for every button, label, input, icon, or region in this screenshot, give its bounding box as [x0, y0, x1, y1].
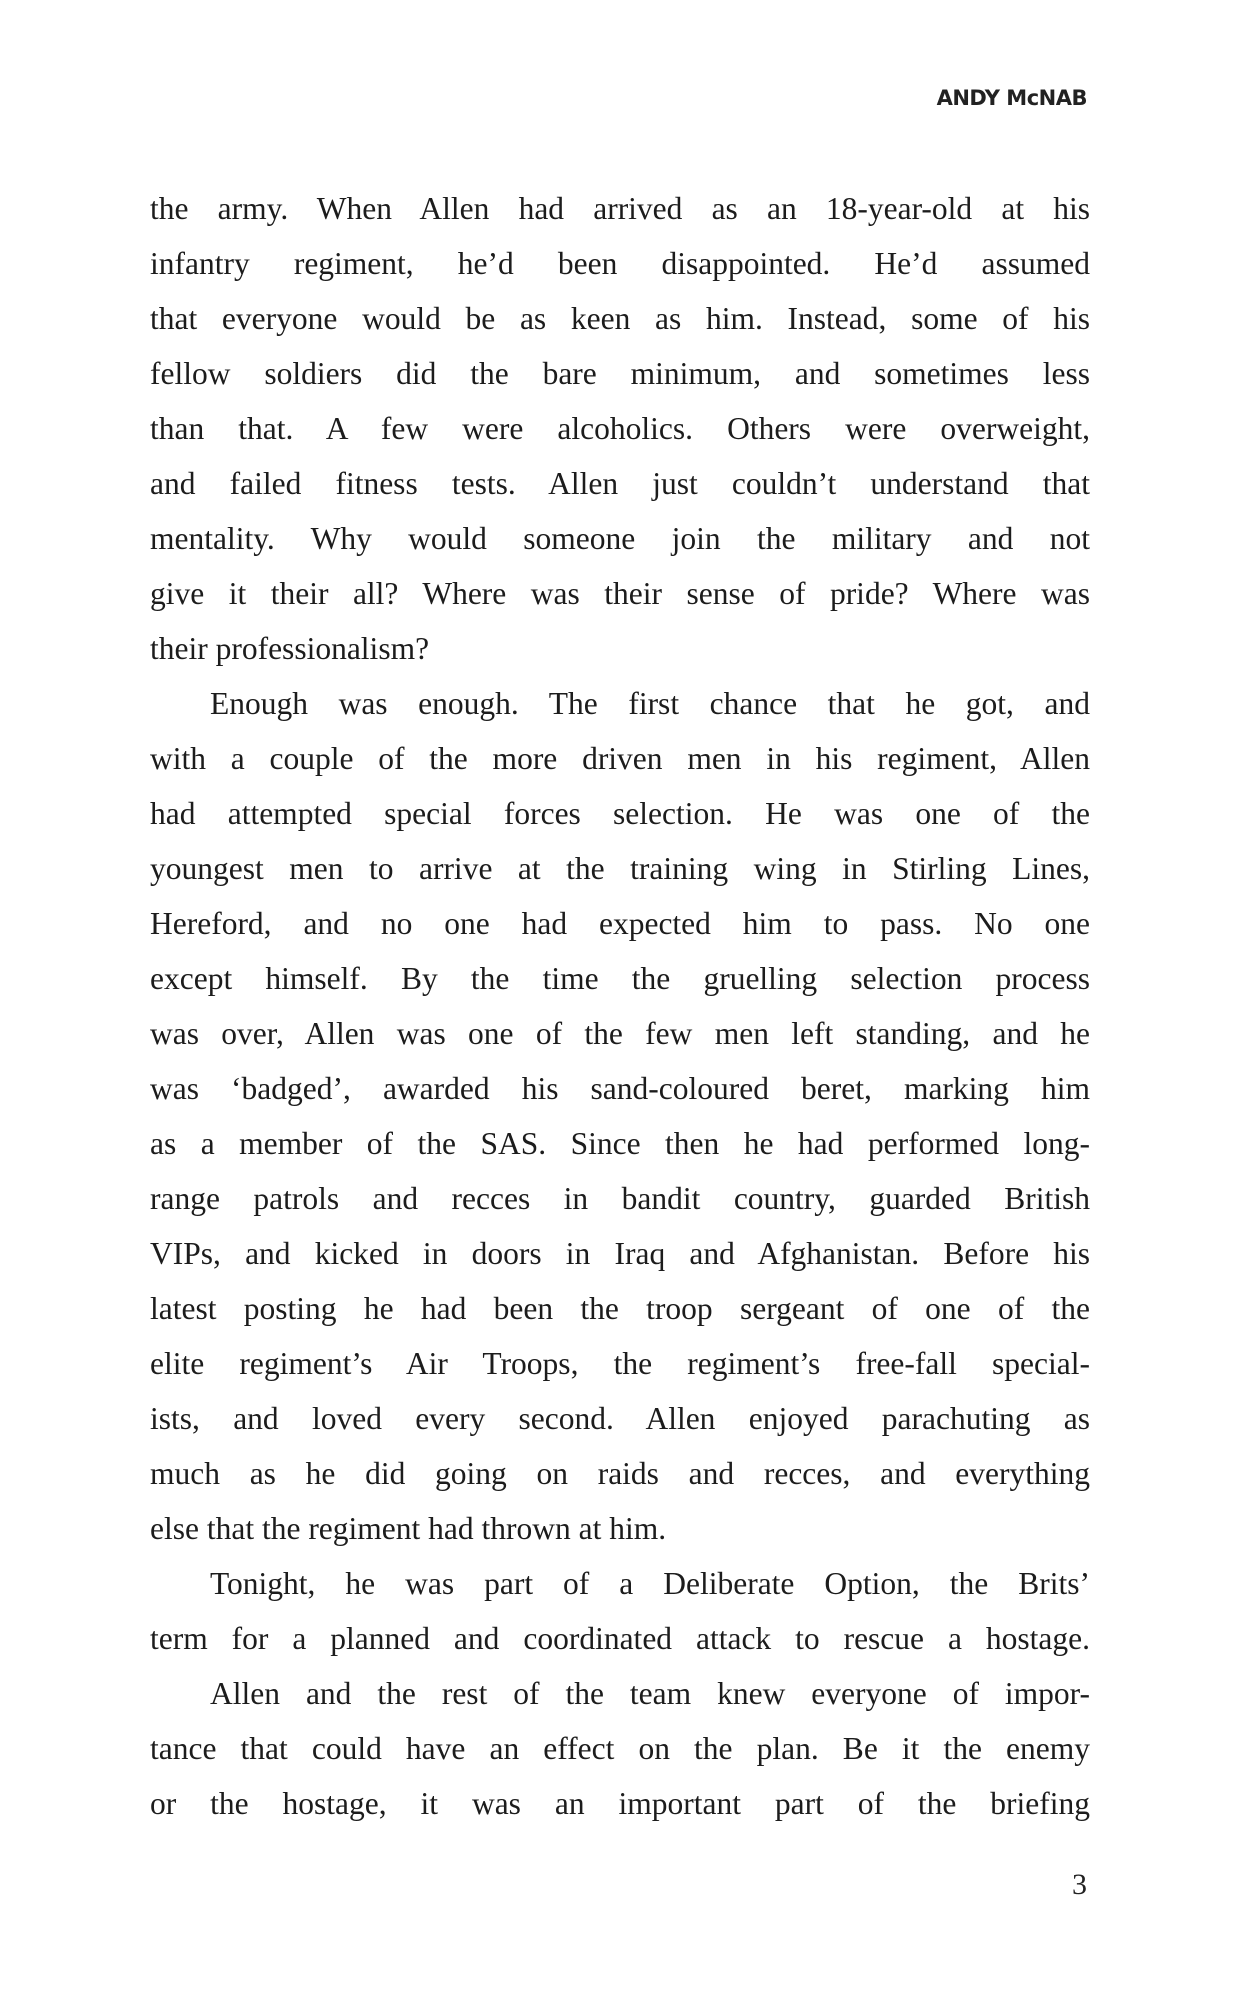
text-line: or the hostage, it was an important part of the briefing: [150, 1786, 1090, 1821]
text-line: was ‘badged’, awarded his sand-coloured beret, marking him: [150, 1071, 1090, 1106]
text-line: elite regiment’s Air Troops, the regiment’s free-fall special-: [150, 1346, 1090, 1381]
text-line: ists, and loved every second. Allen enjoyed parachuting as: [150, 1401, 1090, 1436]
text-line: youngest men to arrive at the training wing in Stirling Lines,: [150, 851, 1090, 886]
text-line: the army. When Allen had arrived as an 18-year-old at his: [150, 191, 1090, 226]
page-number: 3: [1072, 1868, 1087, 1901]
paragraph-start-line: Tonight, he was part of a Deliberate Option, the Brits’: [210, 1566, 1090, 1601]
text-line: and failed fitness tests. Allen just couldn’t understand that: [150, 466, 1090, 501]
text-line: than that. A few were alcoholics. Others were overweight,: [150, 411, 1090, 446]
text-line: give it their all? Where was their sense of pride? Where was: [150, 576, 1090, 611]
text-line: range patrols and recces in bandit country, guarded British: [150, 1181, 1090, 1216]
text-line: had attempted special forces selection. He was one of the: [150, 796, 1090, 831]
text-line: their professionalism?: [150, 631, 430, 666]
text-line: was over, Allen was one of the few men left standing, and he: [150, 1016, 1090, 1051]
text-line: latest posting he had been the troop sergeant of one of the: [150, 1291, 1090, 1326]
text-line: as a member of the SAS. Since then he had performed long-: [150, 1126, 1090, 1161]
text-line: tance that could have an effect on the plan. Be it the enemy: [150, 1731, 1090, 1766]
text-line: Hereford, and no one had expected him to pass. No one: [150, 906, 1090, 941]
text-line: that everyone would be as keen as him. Instead, some of his: [150, 301, 1090, 336]
text-line: much as he did going on raids and recces, and everything: [150, 1456, 1090, 1491]
paragraph-start-line: Enough was enough. The first chance that he got, and: [210, 686, 1090, 721]
text-line: term for a planned and coordinated attack to rescue a hostage.: [150, 1621, 1090, 1656]
text-line: infantry regiment, he’d been disappointed. He’d assumed: [150, 246, 1090, 281]
text-line: mentality. Why would someone join the military and not: [150, 521, 1090, 556]
paragraph-start-line: Allen and the rest of the team knew everyone of impor-: [210, 1676, 1090, 1711]
text-line: else that the regiment had thrown at him.: [150, 1511, 667, 1546]
running-head-author: ANDY McNAB: [936, 86, 1087, 110]
text-line: VIPs, and kicked in doors in Iraq and Afghanistan. Before his: [150, 1236, 1090, 1271]
text-line: fellow soldiers did the bare minimum, and sometimes less: [150, 356, 1090, 391]
body-text: [150, 181, 1090, 1831]
text-line: with a couple of the more driven men in his regiment, Allen: [150, 741, 1090, 776]
text-line: except himself. By the time the gruelling selection process: [150, 961, 1090, 996]
